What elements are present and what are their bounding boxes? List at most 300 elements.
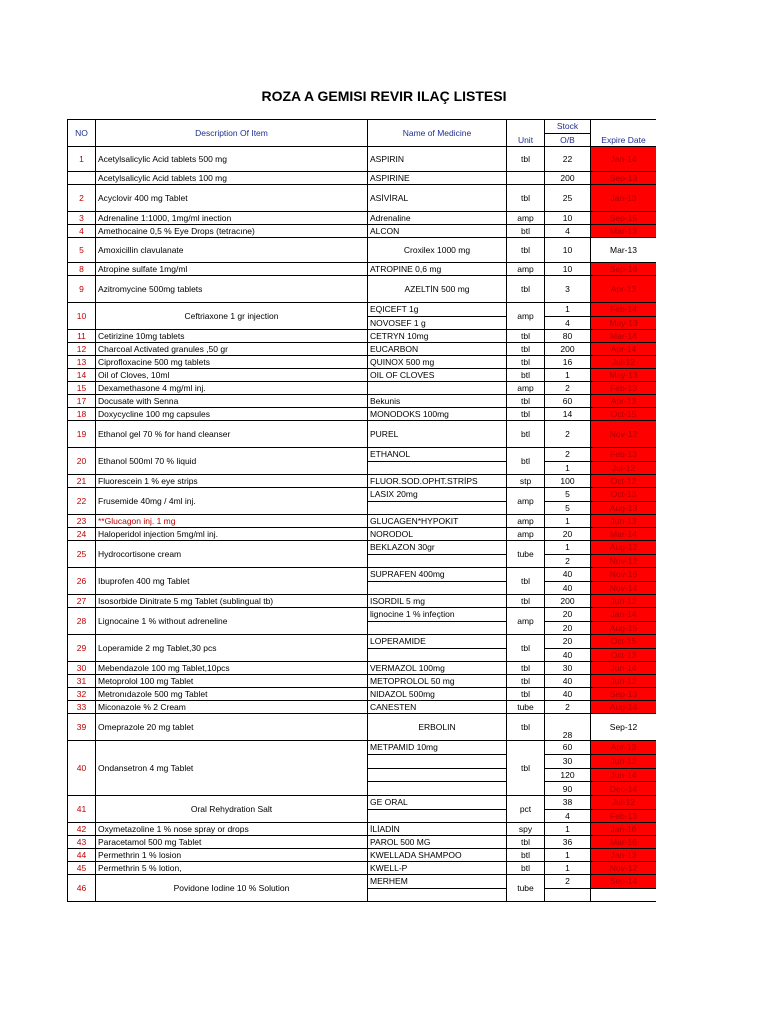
- expire-date-cell: Jul-12: [591, 796, 657, 810]
- stock-ob-cell: 20: [545, 635, 591, 649]
- stock-ob-cell: 1: [545, 515, 591, 528]
- stock-ob-cell: 22: [545, 147, 591, 172]
- row-number: 17: [68, 395, 96, 408]
- stock-ob-cell: 2: [545, 448, 591, 462]
- table-row: [68, 568, 657, 582]
- expire-date-cell: Jan-14: [591, 147, 657, 172]
- expire-date-cell: Jan-16: [591, 823, 657, 836]
- medicine-name-cell: ETHANOL: [368, 448, 507, 462]
- medicine-name-cell: METPAMID 10mg: [368, 741, 507, 755]
- row-number: 33: [68, 701, 96, 714]
- description-cell: Metoprolol 100 mg Tablet: [96, 675, 368, 688]
- medicine-name-cell: NOVOSEF 1 g: [368, 316, 507, 330]
- stock-ob-cell: 10: [545, 263, 591, 276]
- table-row: [68, 225, 657, 238]
- stock-ob-cell: 40: [545, 648, 591, 662]
- medicine-name-cell: [368, 621, 507, 635]
- table-row: [68, 382, 657, 395]
- expire-date-cell: Sep-15: [591, 212, 657, 225]
- table-row: [68, 238, 657, 263]
- description-cell: Loperamide 2 mg Tablet,30 pcs: [96, 635, 368, 662]
- row-number: 9: [68, 276, 96, 303]
- header-ob: O/B: [545, 133, 591, 147]
- description-cell: Hydrocortisone cream: [96, 541, 368, 568]
- stock-ob-cell: 1: [545, 823, 591, 836]
- unit-cell: btl: [507, 421, 545, 448]
- medicine-name-cell: CANESTEN: [368, 701, 507, 714]
- row-number: 23: [68, 515, 96, 528]
- expire-date-cell: Jun-13: [591, 515, 657, 528]
- description-cell: Metronıdazole 500 mg Tablet: [96, 688, 368, 701]
- row-number: 29: [68, 635, 96, 662]
- stock-ob-cell: 25: [545, 185, 591, 212]
- row-number: 41: [68, 796, 96, 823]
- medicine-name-cell: AZELTİN 500 mg: [368, 276, 507, 303]
- table-row: [68, 714, 657, 741]
- expire-date-cell: Jun-12: [591, 675, 657, 688]
- row-number: 13: [68, 356, 96, 369]
- unit-cell: [507, 172, 545, 185]
- expire-date-cell: Aug-13: [591, 501, 657, 515]
- medicine-name-cell: [368, 461, 507, 475]
- row-number: 45: [68, 862, 96, 875]
- expire-date-cell: May-13: [591, 316, 657, 330]
- unit-cell: amp: [507, 488, 545, 515]
- expire-date-cell: Sep-13: [591, 688, 657, 701]
- medicine-name-cell: PUREL: [368, 421, 507, 448]
- expire-date-cell: Jul-12: [591, 461, 657, 475]
- expire-date-cell: Feb-13: [591, 448, 657, 462]
- description-cell: Adrenaline 1:1000, 1mg/ml inection: [96, 212, 368, 225]
- unit-cell: pct: [507, 796, 545, 823]
- stock-ob-cell: 4: [545, 225, 591, 238]
- table-row: [68, 849, 657, 862]
- unit-cell: amp: [507, 263, 545, 276]
- medicine-name-cell: VERMAZOL 100mg: [368, 662, 507, 675]
- unit-cell: tbl: [507, 688, 545, 701]
- row-number: 32: [68, 688, 96, 701]
- description-cell: Doxycycline 100 mg capsules: [96, 408, 368, 421]
- description-cell: Oil of Cloves, 10ml: [96, 369, 368, 382]
- expire-date-cell: Mar-16: [591, 836, 657, 849]
- description-cell: Docusate with Senna: [96, 395, 368, 408]
- expire-date-cell: Sep-12: [591, 714, 657, 741]
- description-cell: Amoxicillin clavulanate: [96, 238, 368, 263]
- description-cell: Frusemide 40mg / 4ml inj.: [96, 488, 368, 515]
- expire-date-cell: Jun-14: [591, 768, 657, 782]
- unit-cell: tube: [507, 541, 545, 568]
- medicine-name-cell: ERBOLIN: [368, 714, 507, 741]
- row-number: 8: [68, 263, 96, 276]
- expire-date-cell: Jun-12: [591, 595, 657, 608]
- stock-ob-cell: 1: [545, 862, 591, 875]
- row-number: 26: [68, 568, 96, 595]
- description-cell: Fluorescein 1 % eye strips: [96, 475, 368, 488]
- row-number: 10: [68, 303, 96, 330]
- unit-cell: tbl: [507, 662, 545, 675]
- expire-date-cell: Aug-12: [591, 541, 657, 555]
- description-cell: Ethanol 500ml 70 % liquid: [96, 448, 368, 475]
- expire-date-cell: Aug-14: [591, 701, 657, 714]
- stock-ob-cell: 40: [545, 688, 591, 701]
- expire-date-cell: Mar-13: [591, 225, 657, 238]
- expire-date-cell: Nov-14: [591, 581, 657, 595]
- table-row: [68, 185, 657, 212]
- medicine-sheet: [67, 119, 656, 929]
- expire-date-cell: Nov-12: [591, 554, 657, 568]
- unit-cell: tbl: [507, 356, 545, 369]
- description-cell: Haloperidol injection 5mg/ml inj.: [96, 528, 368, 541]
- row-number: 42: [68, 823, 96, 836]
- medicine-name-cell: GE ORAL: [368, 796, 507, 810]
- table-row: [68, 528, 657, 541]
- row-number: 20: [68, 448, 96, 475]
- expire-date-cell: Oct-12: [591, 475, 657, 488]
- row-number: 19: [68, 421, 96, 448]
- stock-ob-cell: [545, 888, 591, 902]
- stock-ob-cell: 40: [545, 568, 591, 582]
- stock-ob-cell: 200: [545, 343, 591, 356]
- table-row: [68, 263, 657, 276]
- description-cell: Cetirizine 10mg tablets: [96, 330, 368, 343]
- row-number: 21: [68, 475, 96, 488]
- description-cell: Atropine sulfate 1mg/ml: [96, 263, 368, 276]
- expire-date-cell: Jun-14: [591, 662, 657, 675]
- expire-date-cell: Jan-14: [591, 608, 657, 622]
- stock-ob-cell: 1: [545, 369, 591, 382]
- unit-cell: btl: [507, 862, 545, 875]
- expire-date-cell: Nov-12: [591, 421, 657, 448]
- unit-cell: tbl: [507, 395, 545, 408]
- row-number: 30: [68, 662, 96, 675]
- expire-date-cell: Nov-12: [591, 862, 657, 875]
- table-row: [68, 303, 657, 317]
- row-number: 25: [68, 541, 96, 568]
- stock-ob-cell: 38: [545, 796, 591, 810]
- table-row: [68, 701, 657, 714]
- unit-cell: stp: [507, 475, 545, 488]
- stock-ob-cell: 2: [545, 382, 591, 395]
- expire-date-cell: Sep-14: [591, 875, 657, 889]
- medicine-name-cell: ISORDIL 5 mg: [368, 595, 507, 608]
- stock-ob-cell: 5: [545, 488, 591, 502]
- medicine-name-cell: METOPROLOL 50 mg: [368, 675, 507, 688]
- row-number: 2: [68, 185, 96, 212]
- table-row: [68, 836, 657, 849]
- header-unit: Unit: [507, 120, 545, 147]
- description-cell: Isosorbide Dinitrate 5 mg Tablet (sublingual tb): [96, 595, 368, 608]
- row-number: 43: [68, 836, 96, 849]
- medicine-name-cell: [368, 754, 507, 768]
- expire-date-cell: Jul-12: [591, 356, 657, 369]
- medicine-name-cell: [368, 581, 507, 595]
- unit-cell: tbl: [507, 714, 545, 741]
- expire-date-cell: Feb-14: [591, 303, 657, 317]
- medicine-name-cell: [368, 554, 507, 568]
- medicine-name-cell: Adrenaline: [368, 212, 507, 225]
- row-number: 46: [68, 875, 96, 902]
- medicine-name-cell: MERHEM: [368, 875, 507, 889]
- medicine-name-cell: [368, 501, 507, 515]
- medicine-name-cell: MONODOKS 100mg: [368, 408, 507, 421]
- unit-cell: tbl: [507, 836, 545, 849]
- unit-cell: tbl: [507, 635, 545, 662]
- row-number: 31: [68, 675, 96, 688]
- unit-cell: amp: [507, 382, 545, 395]
- medicine-name-cell: PAROL 500 MG: [368, 836, 507, 849]
- expire-date-cell: Jun-12: [591, 754, 657, 768]
- table-row: [68, 541, 657, 555]
- medicine-name-cell: QUINOX 500 mg: [368, 356, 507, 369]
- table-row: [68, 608, 657, 622]
- unit-cell: amp: [507, 528, 545, 541]
- table-row: [68, 276, 657, 303]
- unit-cell: tbl: [507, 276, 545, 303]
- table-row: [68, 448, 657, 462]
- row-number: 5: [68, 238, 96, 263]
- medicine-table: [67, 119, 656, 902]
- row-number: 1: [68, 147, 96, 172]
- stock-ob-cell: 40: [545, 581, 591, 595]
- stock-ob-cell: 3: [545, 276, 591, 303]
- description-cell: Permethrin 5 % lotion,: [96, 862, 368, 875]
- expire-date-cell: Oct-13: [591, 488, 657, 502]
- unit-cell: amp: [507, 212, 545, 225]
- row-number: 14: [68, 369, 96, 382]
- stock-ob-cell: 4: [545, 809, 591, 823]
- stock-ob-cell: 16: [545, 356, 591, 369]
- row-number: 4: [68, 225, 96, 238]
- medicine-name-cell: [368, 768, 507, 782]
- unit-cell: tbl: [507, 595, 545, 608]
- medicine-name-cell: KWELL-P: [368, 862, 507, 875]
- table-row: [68, 796, 657, 810]
- stock-ob-cell: 10: [545, 212, 591, 225]
- expire-date-cell: Jan-13: [591, 185, 657, 212]
- medicine-name-cell: ALCON: [368, 225, 507, 238]
- description-cell: Ethanol gel 70 % for hand cleanser: [96, 421, 368, 448]
- medicine-name-cell: LASIX 20mg: [368, 488, 507, 502]
- medicine-name-cell: FLUOR.SOD.OPHT.STRİPS: [368, 475, 507, 488]
- table-row: [68, 356, 657, 369]
- medicine-name-cell: EUCARBON: [368, 343, 507, 356]
- stock-ob-cell: 30: [545, 662, 591, 675]
- stock-ob-cell: 2: [545, 554, 591, 568]
- description-cell: Ceftriaxone 1 gr injection: [96, 303, 368, 330]
- stock-ob-cell: 60: [545, 395, 591, 408]
- unit-cell: amp: [507, 608, 545, 635]
- row-number: 28: [68, 608, 96, 635]
- stock-ob-cell: 20: [545, 621, 591, 635]
- table-row: [68, 675, 657, 688]
- table-row: [68, 662, 657, 675]
- medicine-name-cell: [368, 888, 507, 902]
- medicine-name-cell: [368, 782, 507, 796]
- table-row: [68, 823, 657, 836]
- row-number: 11: [68, 330, 96, 343]
- stock-ob-cell: 40: [545, 675, 591, 688]
- stock-ob-cell: 1: [545, 541, 591, 555]
- row-number: 18: [68, 408, 96, 421]
- description-cell: Mebendazole 100 mg Tablet,10pcs: [96, 662, 368, 675]
- table-row: [68, 875, 657, 889]
- expire-date-cell: May-13: [591, 369, 657, 382]
- unit-cell: btl: [507, 369, 545, 382]
- expire-date-cell: Apr-13: [591, 276, 657, 303]
- medicine-name-cell: lignocine 1 % infeçtion: [368, 608, 507, 622]
- description-cell: Dexamethasone 4 mg/ml inj.: [96, 382, 368, 395]
- unit-cell: tbl: [507, 343, 545, 356]
- table-row: [68, 862, 657, 875]
- stock-ob-cell: 20: [545, 608, 591, 622]
- medicine-name-cell: Croxilex 1000 mg: [368, 238, 507, 263]
- header-description: Description Of Item: [96, 120, 368, 147]
- row-number: 39: [68, 714, 96, 741]
- description-cell: Miconazole % 2 Cream: [96, 701, 368, 714]
- table-row: [68, 147, 657, 172]
- row-number: 15: [68, 382, 96, 395]
- header-no: NO: [68, 120, 96, 147]
- stock-ob-cell: 20: [545, 528, 591, 541]
- description-cell: Acyclovir 400 mg Tablet: [96, 185, 368, 212]
- document-title: ROZA A GEMISI REVIR ILAÇ LISTESI: [261, 88, 507, 104]
- description-cell: Oxymetazoline 1 % nose spray or drops: [96, 823, 368, 836]
- table-row: [68, 635, 657, 649]
- medicine-name-cell: ASPIRINE: [368, 172, 507, 185]
- unit-cell: tbl: [507, 675, 545, 688]
- unit-cell: tbl: [507, 330, 545, 343]
- stock-ob-cell: 2: [545, 421, 591, 448]
- table-row: [68, 475, 657, 488]
- medicine-name-cell: [368, 382, 507, 395]
- row-number: 12: [68, 343, 96, 356]
- medicine-name-cell: NIDAZOL 500mg: [368, 688, 507, 701]
- medicine-name-cell: NORODOL: [368, 528, 507, 541]
- description-cell: Ciprofloxacine 500 mg tablets: [96, 356, 368, 369]
- table-row: [68, 595, 657, 608]
- unit-cell: tbl: [507, 408, 545, 421]
- expire-date-cell: Mar-14: [591, 330, 657, 343]
- medicine-name-cell: OIL OF CLOVES: [368, 369, 507, 382]
- expire-date-cell: Feb-13: [591, 809, 657, 823]
- medicine-name-cell: İLİADİN: [368, 823, 507, 836]
- stock-ob-cell: 80: [545, 330, 591, 343]
- unit-cell: tbl: [507, 568, 545, 595]
- expire-date-cell: Aug-15: [591, 621, 657, 635]
- row-number: [68, 172, 96, 185]
- stock-ob-cell: 100: [545, 475, 591, 488]
- expire-date-cell: Oct-15: [591, 635, 657, 649]
- expire-date-cell: Dec-14: [591, 782, 657, 796]
- unit-cell: spy: [507, 823, 545, 836]
- table-row: [68, 369, 657, 382]
- description-cell: Permethrin 1 % losion: [96, 849, 368, 862]
- table-row: [68, 408, 657, 421]
- expire-date-cell: Sep-16: [591, 263, 657, 276]
- unit-cell: tube: [507, 701, 545, 714]
- description-cell: Azitromycine 500mg tablets: [96, 276, 368, 303]
- medicine-rows: [68, 147, 657, 902]
- stock-ob-cell: 1: [545, 461, 591, 475]
- stock-ob-cell: 1: [545, 303, 591, 317]
- stock-ob-cell: 30: [545, 754, 591, 768]
- unit-cell: tbl: [507, 741, 545, 796]
- expire-date-cell: Oct-15: [591, 408, 657, 421]
- medicine-name-cell: [368, 648, 507, 662]
- header-expire: Expire Date: [591, 120, 657, 147]
- expire-date-cell: Apr-14: [591, 343, 657, 356]
- stock-ob-cell: 5: [545, 501, 591, 515]
- expire-date-cell: Sep-13: [591, 172, 657, 185]
- row-number: 24: [68, 528, 96, 541]
- medicine-name-cell: SUPRAFEN 400mg: [368, 568, 507, 582]
- table-row: [68, 515, 657, 528]
- table-row: [68, 421, 657, 448]
- stock-ob-cell: 14: [545, 408, 591, 421]
- description-cell: Acetylsalicylic Acid tablets 100 mg: [96, 172, 368, 185]
- medicine-name-cell: ASPIRIN: [368, 147, 507, 172]
- medicine-name-cell: [368, 809, 507, 823]
- unit-cell: btl: [507, 225, 545, 238]
- description-cell: Amethocaine 0,5 % Eye Drops (tetracıne): [96, 225, 368, 238]
- description-cell: Paracetamol 500 mg Tablet: [96, 836, 368, 849]
- unit-cell: amp: [507, 515, 545, 528]
- table-row: [68, 172, 657, 185]
- table-row: [68, 741, 657, 755]
- header-stock: Stock: [545, 120, 591, 134]
- header-medicine: Name of Medicine: [368, 120, 507, 147]
- expire-date-cell: [591, 888, 657, 902]
- table-row: [68, 395, 657, 408]
- row-number: 3: [68, 212, 96, 225]
- medicine-name-cell: CETRYN 10mg: [368, 330, 507, 343]
- stock-ob-cell: 36: [545, 836, 591, 849]
- expire-date-cell: Oct-13: [591, 648, 657, 662]
- stock-ob-cell: 10: [545, 238, 591, 263]
- row-number: 44: [68, 849, 96, 862]
- description-cell: Omeprazole 20 mg tablet: [96, 714, 368, 741]
- stock-ob-cell: 200: [545, 595, 591, 608]
- table-row: [68, 343, 657, 356]
- stock-ob-cell: 28: [545, 714, 591, 741]
- description-cell: Ibuprofen 400 mg Tablet: [96, 568, 368, 595]
- medicine-name-cell: EQICEFT 1g: [368, 303, 507, 317]
- description-cell: Charcoal Activated granules ,50 gr: [96, 343, 368, 356]
- stock-ob-cell: 200: [545, 172, 591, 185]
- expire-date-cell: Mar-13: [591, 238, 657, 263]
- unit-cell: tbl: [507, 185, 545, 212]
- unit-cell: amp: [507, 303, 545, 330]
- medicine-name-cell: BEKLAZON 30gr: [368, 541, 507, 555]
- stock-ob-cell: 1: [545, 849, 591, 862]
- medicine-name-cell: ASİVİRAL: [368, 185, 507, 212]
- table-row: [68, 330, 657, 343]
- unit-cell: btl: [507, 849, 545, 862]
- row-number: 40: [68, 741, 96, 796]
- stock-ob-cell: 120: [545, 768, 591, 782]
- medicine-name-cell: GLUCAGEN*HYPOKIT: [368, 515, 507, 528]
- stock-ob-cell: 2: [545, 701, 591, 714]
- table-row: [68, 488, 657, 502]
- medicine-name-cell: KWELLADA SHAMPOO: [368, 849, 507, 862]
- expire-date-cell: Feb-13: [591, 382, 657, 395]
- stock-ob-cell: 2: [545, 875, 591, 889]
- expire-date-cell: Apr-13: [591, 395, 657, 408]
- unit-cell: tbl: [507, 147, 545, 172]
- table-row: [68, 212, 657, 225]
- description-cell: Povidone Iodine 10 % Solution: [96, 875, 368, 902]
- description-cell: Acetylsalicylic Acid tablets 500 mg: [96, 147, 368, 172]
